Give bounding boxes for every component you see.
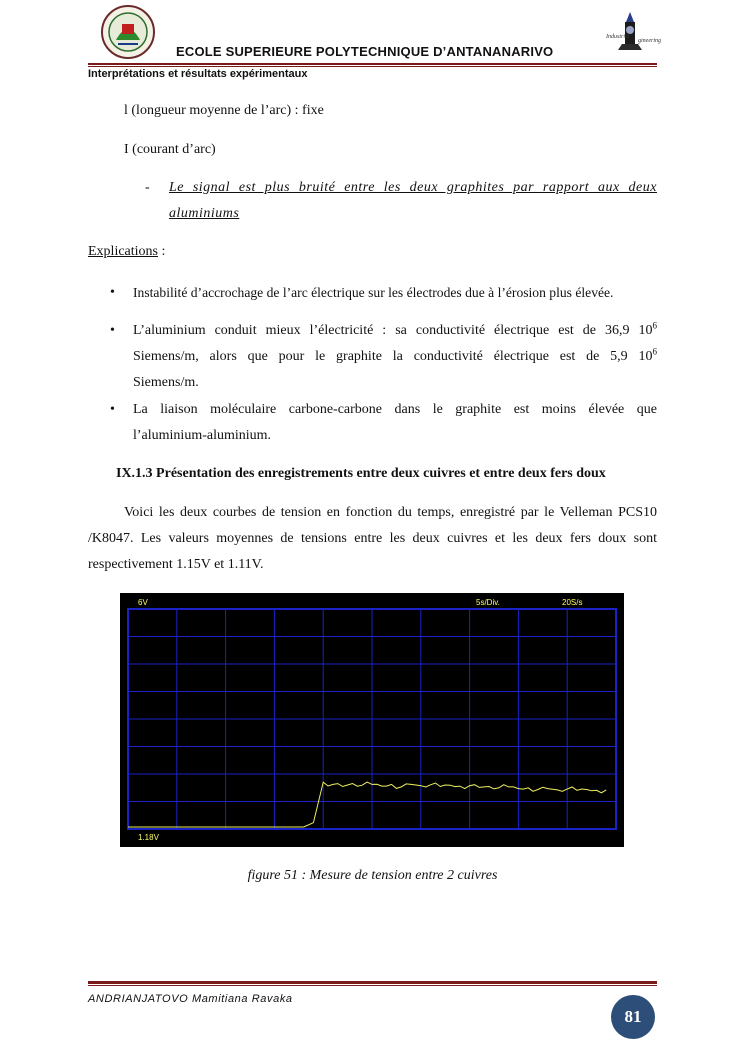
note-line-2: aluminiums xyxy=(169,206,240,221)
bullet-2-line-1 xyxy=(133,318,657,344)
svg-text:Industriel: Industriel xyxy=(606,34,630,40)
scope-trace xyxy=(128,782,606,827)
arc-current-line: I (courant d’arc) xyxy=(124,142,216,157)
svg-text:gineering: gineering xyxy=(638,38,661,44)
explications-colon: : xyxy=(158,244,166,259)
bullet-2-line-2-exp: 6 xyxy=(652,346,657,357)
scope-grid xyxy=(128,609,616,829)
department-logo-icon xyxy=(604,8,661,62)
dash-marker: - xyxy=(145,180,150,195)
bullet-1-text: Instabilité d’accrochage de l’arc électrique sur les électrodes due à l’érosion plus élevée. xyxy=(133,285,614,300)
paragraph-line-2: /K8047. Les valeurs moyennes de tensions entre les deux cuivres et les deux fers doux sont xyxy=(88,531,657,546)
page-number: 81 xyxy=(611,995,655,1039)
department-logo xyxy=(604,8,661,62)
bullet-2-line-2-text: Siemens/m, alors que pour le graphite la conductivité électrique est de 5,9 10 xyxy=(133,349,653,364)
scope-offset-label: 1.18V xyxy=(138,833,159,842)
bullet-3-line-2: l’aluminium-aluminium. xyxy=(133,428,272,443)
university-seal-logo xyxy=(100,4,156,60)
bullet-3-icon: • xyxy=(110,402,115,417)
scope-timebase-label: 5s/Div. xyxy=(476,598,500,607)
figure-caption: figure 51 : Mesure de tension entre 2 cuivres xyxy=(247,868,498,883)
paragraph-line-3: respectivement 1.15V et 1.11V. xyxy=(88,557,264,572)
bullet-1-icon: • xyxy=(110,285,115,300)
bullet-2-line-2 xyxy=(133,344,657,370)
school-title: ECOLE SUPERIEURE POLYTECHNIQUE D’ANTANANARIVO xyxy=(176,44,554,59)
header-rule xyxy=(88,63,657,65)
section-title: Interprétations et résultats expérimentaux xyxy=(88,68,308,80)
arc-length-line: l (longueur moyenne de l’arc) : fixe xyxy=(124,103,324,118)
subsection-heading: IX.1.3 Présentation des enregistrements entre deux cuivres et entre deux fers doux xyxy=(116,466,606,481)
bullet-2-icon: • xyxy=(110,323,115,338)
footer-rule-thin xyxy=(88,985,657,986)
oscilloscope-chart xyxy=(120,593,624,847)
bullet-2-line-3: Siemens/m. xyxy=(133,375,199,390)
footer-rule xyxy=(88,981,657,984)
author-name: ANDRIANJATOVO Mamitiana Ravaka xyxy=(88,993,293,1005)
note-line-1: Le signal est plus bruité entre les deux graphites par rapport aux deux xyxy=(169,180,657,195)
paragraph-line-1: Voici les deux courbes de tension en fonction du temps, enregistré par le Velleman PCS10 xyxy=(124,505,657,520)
bullet-3-line-1: La liaison moléculaire carbone-carbone dans le graphite est moins élevée que xyxy=(133,402,657,417)
university-seal-icon xyxy=(100,4,156,60)
header-rule-thin xyxy=(88,66,657,67)
bullet-2-line-1-exp: 6 xyxy=(652,320,657,331)
oscilloscope-figure xyxy=(120,593,624,847)
explications-label: Explications xyxy=(88,244,158,259)
bullet-2-line-1-text: L’aluminium conduit mieux l’électricité : sa conductivité électrique est de 36,9 10 xyxy=(133,323,653,338)
scope-rate-label: 20S/s xyxy=(562,598,583,607)
scope-volts-label: 6V xyxy=(138,598,148,607)
explications-heading xyxy=(88,239,165,265)
